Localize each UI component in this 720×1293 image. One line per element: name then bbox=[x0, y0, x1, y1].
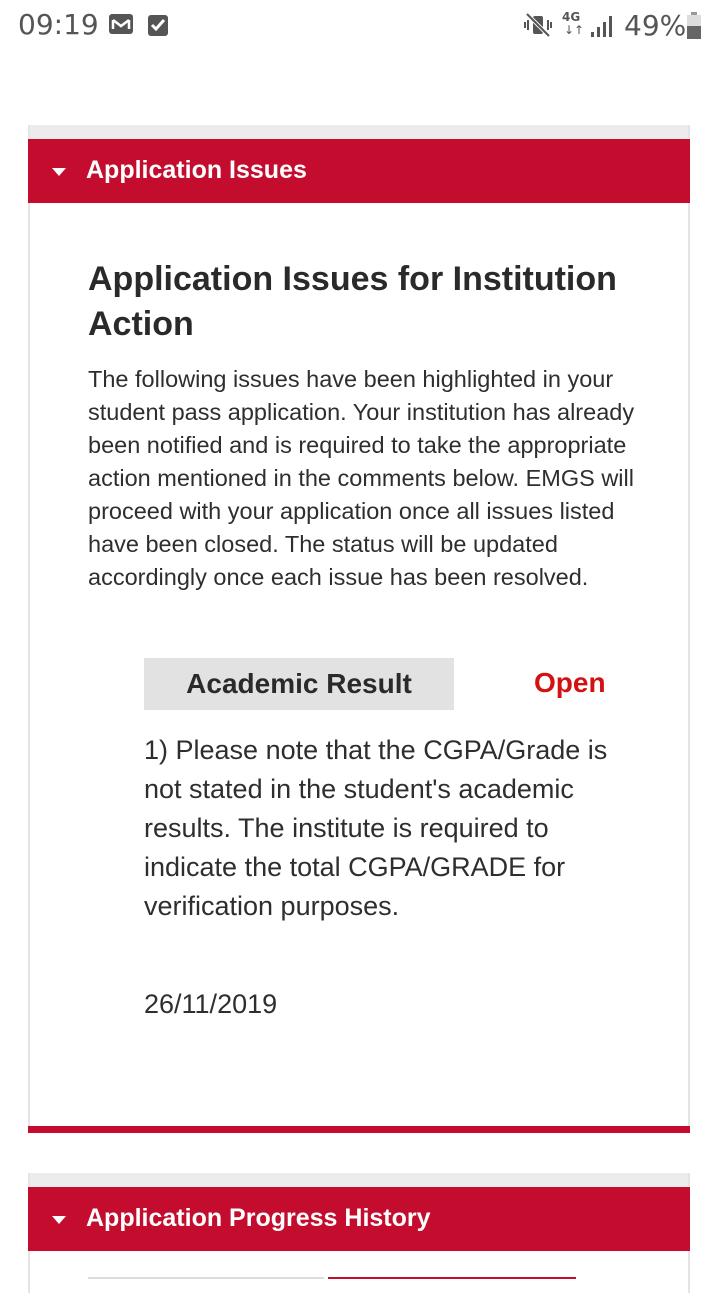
check-notification-icon bbox=[147, 13, 169, 37]
issues-description: The following issues have been highlighted in your student pass application. Your institution has already been notified and is required to take the appropriate action mentioned in the comments below. EMGS will proceed with your application once all issues listed have been closed. The status will be updated accordingly once each issue has been resolved. bbox=[88, 366, 635, 590]
caret-down-icon bbox=[52, 1216, 66, 1224]
application-issues-header-label: Application Issues bbox=[86, 156, 307, 184]
battery-percent: 49% bbox=[624, 9, 687, 42]
issues-title: Application Issues for Institution Action bbox=[88, 260, 617, 343]
panel-top-strip bbox=[30, 1173, 688, 1187]
issue-category-tag: Academic Result bbox=[144, 658, 454, 710]
mail-icon bbox=[108, 13, 134, 35]
application-progress-history-header-label: Application Progress History bbox=[86, 1204, 431, 1232]
panel-top-strip bbox=[30, 125, 688, 139]
application-progress-history-panel bbox=[28, 1173, 690, 1293]
issue-date: 26/11/2019 bbox=[144, 989, 278, 1019]
history-tab-indicator[interactable] bbox=[88, 1277, 324, 1279]
caret-down-icon bbox=[52, 168, 66, 176]
network-type: 4G bbox=[562, 10, 581, 24]
panel-bottom-border bbox=[28, 1126, 690, 1133]
issue-status-badge: Open bbox=[534, 667, 606, 698]
issue-comment: 1) Please note that the CGPA/Grade is not stated in the student's academic results. The institute is required to indicate the total CGPA/GRADE for verification purposes. bbox=[144, 735, 608, 921]
application-issues-header[interactable] bbox=[28, 139, 690, 203]
status-bar bbox=[0, 0, 720, 52]
application-progress-history-header[interactable] bbox=[28, 1187, 690, 1251]
status-time: 09:19 bbox=[18, 8, 99, 41]
data-arrows-icon: ↓↑ bbox=[564, 23, 585, 37]
application-issues-panel bbox=[28, 125, 690, 1133]
battery-icon bbox=[686, 12, 702, 40]
vibrate-mute-icon bbox=[524, 12, 552, 38]
history-tab-indicator-active[interactable] bbox=[328, 1277, 576, 1279]
signal-icon bbox=[590, 14, 616, 38]
